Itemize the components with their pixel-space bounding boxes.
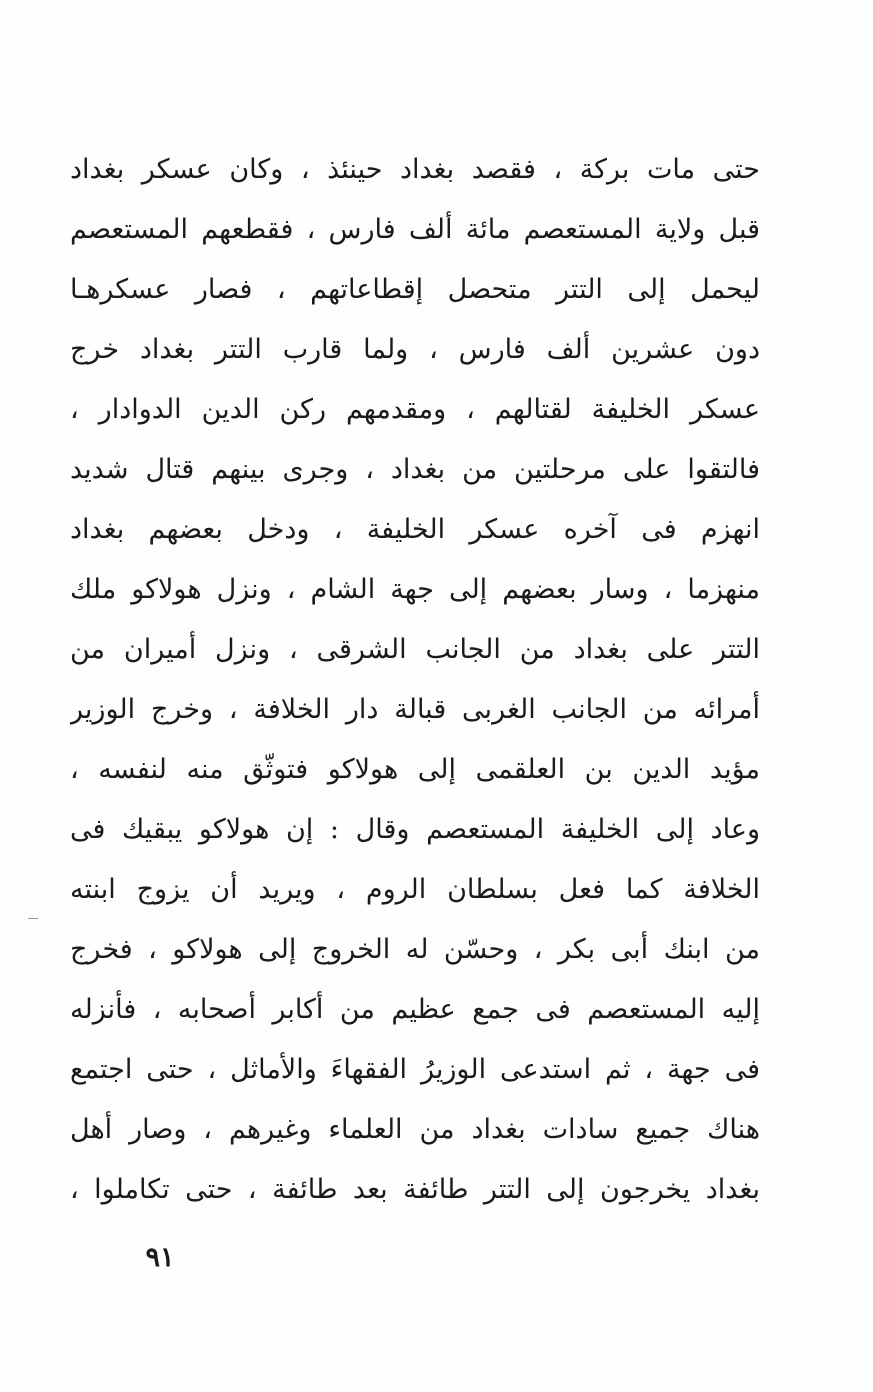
text-line: وعاد إلى الخليفة المستعصم وقال : إن هولاكو يبقيك فى xyxy=(70,814,760,845)
text-line: عسكر الخليفة لقتالهم ، ومقدمهم ركن الدين الدوادار ، xyxy=(70,394,760,425)
text-line: بغداد يخرجون إلى التتر طائفة بعد طائفة ، حتى تكاملوا ، xyxy=(70,1174,760,1205)
text-line: إليه المستعصم فى جمع عظيم من أكابر أصحابه ، فأنزله xyxy=(70,994,760,1025)
page-number: ٩١ xyxy=(145,1242,175,1273)
text-line: دون عشرين ألف فارس ، ولما قارب التتر بغداد خرج xyxy=(70,334,760,365)
text-line: ليحمل إلى التتر متحصل إقطاعاتهم ، فصار عسكرهـا xyxy=(70,274,760,305)
text-line: منهزما ، وسار بعضهم إلى جهة الشام ، ونزل هولاكو ملك xyxy=(70,574,760,605)
text-line: التتر على بغداد من الجانب الشرقى ، ونزل أميران من xyxy=(70,634,760,665)
text-line: هناك جميع سادات بغداد من العلماء وغيرهم ، وصار أهل xyxy=(70,1114,760,1145)
text-line: أمرائه من الجانب الغربى قبالة دار الخلافة ، وخرج الوزير xyxy=(70,694,760,725)
text-line: من ابنك أبى بكر ، وحسّن له الخروج إلى هولاكو ، فخرج xyxy=(70,934,760,965)
text-line: حتى مات بركة ، فقصد بغداد حينئذ ، وكان عسكر بغداد xyxy=(70,154,760,185)
text-line: انهزم فى آخره عسكر الخليفة ، ودخل بعضهم بغداد xyxy=(70,514,760,545)
margin-mark xyxy=(28,918,38,919)
text-line: الخلافة كما فعل بسلطان الروم ، ويريد أن يزوج ابنته xyxy=(70,874,760,905)
text-line: فى جهة ، ثم استدعى الوزيرُ الفقهاءَ والأماثل ، حتى اجتمع xyxy=(70,1054,760,1085)
body-text xyxy=(70,140,760,1220)
text-line: فالتقوا على مرحلتين من بغداد ، وجرى بينهم قتال شديد xyxy=(70,454,760,485)
text-line: قبل ولاية المستعصم مائة ألف فارس ، فقطعهم المستعصم xyxy=(70,214,760,245)
text-line: مؤيد الدين بن العلقمى إلى هولاكو فتوثّق منه لنفسه ، xyxy=(70,754,760,785)
